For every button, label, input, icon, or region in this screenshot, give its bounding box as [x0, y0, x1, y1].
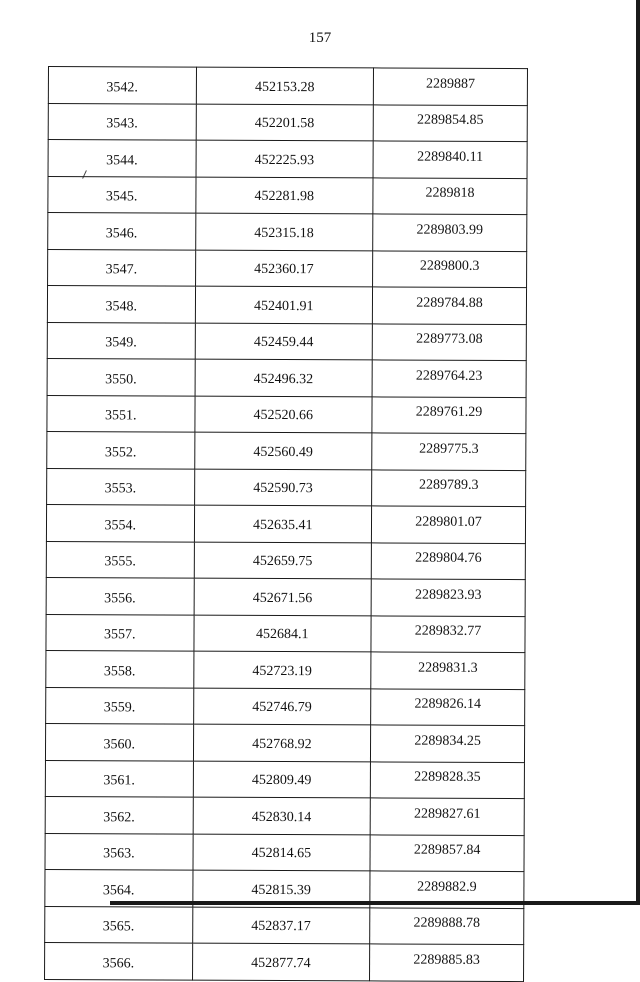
point-number-cell: 3546.: [48, 213, 196, 250]
point-number-cell: 3566.: [45, 942, 193, 979]
table-row: [45, 796, 524, 835]
table-row: [47, 286, 526, 325]
y-coordinate-cell: 2289804.76: [371, 542, 525, 579]
x-coordinate-cell: 452496.32: [195, 359, 373, 396]
point-number-cell: 3550.: [47, 358, 195, 395]
table-row: [46, 687, 525, 726]
point-number-cell: 3562.: [45, 796, 193, 833]
x-coordinate-cell: 452659.75: [194, 542, 372, 579]
point-number-cell: 3564.: [45, 869, 193, 906]
y-coordinate-cell: 2289854.85: [373, 104, 527, 141]
point-number-cell: 3549.: [47, 322, 195, 359]
y-coordinate-cell: 2289888.78: [370, 907, 524, 944]
point-number-cell: 3556.: [46, 577, 194, 614]
coordinate-table: [44, 66, 528, 982]
y-coordinate-cell: 2289789.3: [372, 469, 526, 506]
point-number-cell: 3543.: [48, 103, 196, 140]
table-row: [46, 504, 525, 543]
x-coordinate-cell: 452590.73: [194, 469, 372, 506]
x-coordinate-cell: 452225.93: [196, 140, 374, 177]
page-edge-right: [636, 0, 640, 905]
y-coordinate-cell: 2289761.29: [372, 396, 526, 433]
table-row: [45, 723, 524, 762]
table-row: [48, 249, 527, 288]
x-coordinate-cell: 452684.1: [193, 615, 371, 652]
coordinate-table-body: [45, 67, 528, 982]
x-coordinate-cell: 452877.74: [192, 943, 370, 980]
point-number-cell: 3545.: [48, 176, 196, 213]
table-row: [46, 541, 525, 580]
x-coordinate-cell: 452459.44: [195, 323, 373, 360]
table-row: [48, 176, 527, 215]
table-row: [48, 213, 527, 252]
table-row: [47, 395, 526, 434]
y-coordinate-cell: 2289828.35: [370, 761, 524, 798]
x-coordinate-cell: 452635.41: [194, 505, 372, 542]
y-coordinate-cell: 2289834.25: [371, 725, 525, 762]
table-row: [45, 833, 524, 872]
x-coordinate-cell: 452201.58: [196, 104, 374, 141]
x-coordinate-cell: 452360.17: [195, 250, 373, 287]
point-number-cell: 3552.: [47, 431, 195, 468]
table-row: [48, 140, 527, 179]
y-coordinate-cell: 2289803.99: [373, 214, 527, 251]
x-coordinate-cell: 452153.28: [196, 67, 374, 104]
point-number-cell: 3542.: [48, 67, 196, 104]
y-coordinate-cell: 2289832.77: [371, 615, 525, 652]
table-row: [47, 322, 526, 361]
y-coordinate-cell: 2289887: [373, 68, 527, 105]
point-number-cell: 3561.: [45, 760, 193, 797]
x-coordinate-cell: 452768.92: [193, 724, 371, 761]
page-number: 157: [308, 30, 332, 46]
y-coordinate-cell: 2289882.9: [370, 871, 524, 908]
x-coordinate-cell: 452837.17: [192, 907, 370, 944]
point-number-cell: 3551.: [47, 395, 195, 432]
table-row: [46, 650, 525, 689]
table-row: [45, 906, 524, 945]
point-number-cell: 3565.: [45, 906, 193, 943]
table-row: [45, 942, 524, 981]
y-coordinate-cell: 2289826.14: [371, 688, 525, 725]
table-row: [46, 614, 525, 653]
point-number-cell: 3560.: [45, 723, 193, 760]
y-coordinate-cell: 2289784.88: [372, 287, 526, 324]
table-row: [48, 103, 527, 142]
x-coordinate-cell: 452281.98: [195, 177, 373, 214]
point-number-cell: 3557.: [46, 614, 194, 651]
x-coordinate-cell: 452809.49: [193, 761, 371, 798]
point-number-cell: 3563.: [45, 833, 193, 870]
point-number-cell: 3544.: [48, 140, 196, 177]
x-coordinate-cell: 452830.14: [193, 797, 371, 834]
point-number-cell: 3548.: [47, 286, 195, 323]
table-row: [48, 67, 527, 106]
table-row: [46, 577, 525, 616]
point-number-cell: 3553.: [47, 468, 195, 505]
table-row: [47, 431, 526, 470]
y-coordinate-cell: 2289885.83: [370, 944, 524, 981]
table-row: [47, 358, 526, 397]
y-coordinate-cell: 2289775.3: [372, 433, 526, 470]
x-coordinate-cell: 452315.18: [195, 213, 373, 250]
x-coordinate-cell: 452671.56: [194, 578, 372, 615]
y-coordinate-cell: 2289801.07: [371, 506, 525, 543]
point-number-cell: 3559.: [46, 687, 194, 724]
y-coordinate-cell: 2289857.84: [370, 834, 524, 871]
x-coordinate-cell: 452815.39: [192, 870, 370, 907]
y-coordinate-cell: 2289800.3: [373, 250, 527, 287]
x-coordinate-cell: 452520.66: [194, 396, 372, 433]
y-coordinate-cell: 2289840.11: [373, 141, 527, 178]
point-number-cell: 3547.: [48, 249, 196, 286]
y-coordinate-cell: 2289818: [373, 177, 527, 214]
point-number-cell: 3555.: [46, 541, 194, 578]
point-number-cell: 3558.: [46, 650, 194, 687]
y-coordinate-cell: 2289823.93: [371, 579, 525, 616]
point-number-cell: 3554.: [46, 504, 194, 541]
table-row: [45, 760, 524, 799]
x-coordinate-cell: 452746.79: [193, 688, 371, 725]
y-coordinate-cell: 2289831.3: [371, 652, 525, 689]
x-coordinate-cell: 452723.19: [193, 651, 371, 688]
y-coordinate-cell: 2289764.23: [372, 360, 526, 397]
x-coordinate-cell: 452814.65: [193, 834, 371, 871]
x-coordinate-cell: 452560.49: [194, 432, 372, 469]
table-row: [47, 468, 526, 507]
y-coordinate-cell: 2289773.08: [372, 323, 526, 360]
y-coordinate-cell: 2289827.61: [370, 798, 524, 835]
x-coordinate-cell: 452401.91: [195, 286, 373, 323]
table-row: [45, 869, 524, 908]
